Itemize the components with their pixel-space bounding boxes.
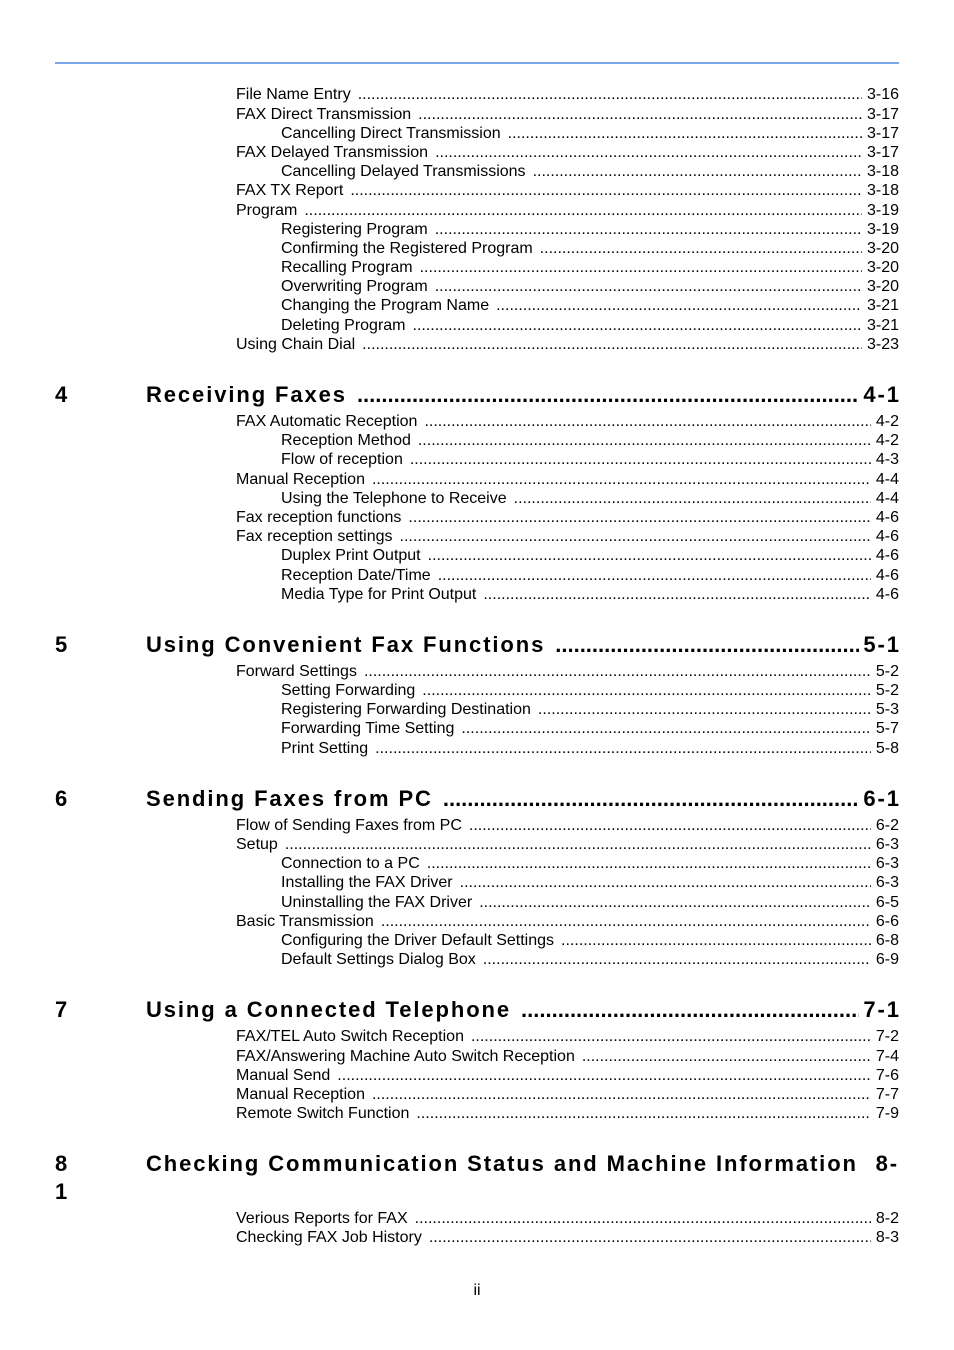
chapter-heading[interactable] (55, 631, 899, 659)
chapter-number: 7 (55, 997, 70, 1023)
toc-entry-title: Default Settings Dialog Box (281, 951, 476, 969)
toc-entry-page: 3-16 (866, 86, 899, 104)
toc-subentry[interactable] (236, 950, 899, 969)
chapter-page: 4-1 (863, 382, 901, 408)
toc-entry-page: 5-2 (875, 662, 899, 680)
toc-entry-title: Checking FAX Job History (236, 1229, 422, 1247)
toc-entry-title: Overwriting Program (281, 278, 428, 296)
chapter-title: Checking Communication Status and Machine Information (146, 1151, 858, 1177)
dot-leader (460, 873, 871, 892)
dot-leader (461, 719, 870, 738)
toc-entry-page: 4-4 (875, 470, 899, 488)
toc-entry-title: File Name Entry (236, 86, 351, 104)
chapter-title: Using a Connected Telephone (146, 997, 512, 1023)
toc-entry-title: Fax reception settings (236, 528, 393, 546)
toc-entry-title: Connection to a PC (281, 855, 420, 873)
toc-entry[interactable] (236, 835, 899, 854)
dot-leader (533, 162, 862, 181)
toc-entry-title: FAX Direct Transmission (236, 105, 412, 123)
toc-entry-page: 3-20 (866, 278, 899, 296)
chapter-title: Sending Faxes from PC (146, 785, 433, 811)
toc-entry[interactable] (236, 335, 899, 354)
toc-subentry[interactable] (236, 431, 899, 450)
toc-entry-page: 6-8 (875, 931, 899, 949)
toc-subentry[interactable] (236, 162, 899, 181)
toc-entry-title: Configuring the Driver Default Settings (281, 931, 555, 949)
dot-leader (381, 912, 871, 931)
toc-entry-page: 4-4 (875, 489, 899, 507)
dot-leader (364, 662, 871, 681)
toc-entry-page: 4-6 (875, 528, 899, 546)
chapter-page: 7-1 (863, 997, 901, 1023)
toc-entry[interactable] (236, 662, 899, 681)
toc-subentry[interactable] (236, 258, 899, 277)
toc-entry[interactable] (236, 143, 899, 162)
dot-leader (408, 508, 870, 527)
toc-subentry[interactable] (236, 296, 899, 315)
chapter-title: Using Convenient Fax Functions (146, 631, 546, 657)
toc-entry-title: Media Type for Print Output (281, 585, 477, 603)
toc-section (236, 662, 899, 758)
toc-entry-page: 6-6 (875, 912, 899, 930)
toc-entry-title: Recalling Program (281, 259, 413, 277)
dot-leader (514, 489, 871, 508)
table-of-contents (55, 85, 899, 1247)
toc-section (236, 85, 899, 354)
toc-entry[interactable] (236, 1228, 899, 1247)
toc-subentry[interactable] (236, 873, 899, 892)
dot-leader (418, 105, 862, 124)
toc-entry-title: FAX TX Report (236, 182, 344, 200)
toc-entry-page: 8-2 (875, 1210, 899, 1228)
toc-subentry[interactable] (236, 700, 899, 719)
toc-entry-page: 4-6 (875, 547, 899, 565)
toc-entry-page: 3-18 (866, 163, 899, 181)
toc-entry-page: 3-20 (866, 239, 899, 257)
toc-entry-page: 7-6 (875, 1066, 899, 1084)
toc-entry-title: Forwarding Time Setting (281, 720, 455, 738)
toc-entry-page: 4-3 (875, 451, 899, 469)
toc-entry[interactable] (236, 1047, 899, 1066)
toc-entry[interactable] (236, 816, 899, 835)
toc-entry[interactable] (236, 470, 899, 489)
dot-leader (483, 585, 871, 604)
toc-entry-title: Fax reception functions (236, 508, 402, 526)
toc-entry-title: Reception Date/Time (281, 566, 431, 584)
dot-leader (424, 412, 870, 431)
toc-entry-page: 4-2 (875, 413, 899, 431)
dot-leader (372, 470, 871, 489)
dot-leader (469, 816, 871, 835)
dot-leader (429, 1228, 871, 1247)
toc-subentry[interactable] (236, 854, 899, 873)
toc-entry-page: 5-8 (875, 739, 899, 757)
dot-leader (471, 1027, 871, 1046)
toc-entry-page: 3-19 (866, 220, 899, 238)
chapter-number: 4 (55, 382, 70, 408)
chapter-title: Receiving Faxes (146, 382, 347, 408)
chapter-page: 5-1 (863, 631, 901, 657)
chapter-number: 8 (55, 1151, 70, 1177)
toc-entry-page: 3-23 (866, 335, 899, 353)
dot-leader (413, 316, 862, 335)
toc-entry[interactable] (236, 527, 899, 546)
toc-entry-page: 3-17 (866, 143, 899, 161)
dot-leader (496, 296, 862, 315)
dot-leader (428, 546, 871, 565)
toc-entry-title: Verious Reports for FAX (236, 1210, 408, 1228)
toc-subentry[interactable] (236, 239, 899, 258)
header-rule (55, 62, 899, 64)
toc-subentry[interactable] (236, 277, 899, 296)
chapter-number: 5 (55, 631, 70, 657)
toc-entry-page: 3-20 (866, 259, 899, 277)
toc-entry-title: Forward Settings (236, 662, 357, 680)
toc-subentry[interactable] (236, 450, 899, 469)
toc-entry-title: Flow of Sending Faxes from PC (236, 816, 462, 834)
toc-entry-title: Cancelling Delayed Transmissions (281, 163, 526, 181)
toc-section (236, 1027, 899, 1123)
dot-leader (555, 631, 859, 659)
toc-entry-title: Setup (236, 836, 278, 854)
toc-entry-page: 4-6 (875, 508, 899, 526)
dot-leader (508, 124, 862, 143)
toc-entry-title: Uninstalling the FAX Driver (281, 893, 473, 911)
dot-leader (362, 335, 862, 354)
dot-leader (435, 277, 862, 296)
toc-entry[interactable] (236, 912, 899, 931)
toc-entry-title: Duplex Print Output (281, 547, 421, 565)
dot-leader (435, 220, 862, 239)
toc-entry-title: Manual Send (236, 1066, 331, 1084)
toc-section (236, 412, 899, 604)
chapter-page: 8-1 (55, 1151, 899, 1205)
toc-entry-title: FAX Delayed Transmission (236, 143, 429, 161)
toc-entry-page: 4-2 (875, 432, 899, 450)
toc-entry-page: 7-4 (875, 1047, 899, 1065)
toc-subentry[interactable] (236, 585, 899, 604)
toc-section (236, 816, 899, 970)
dot-leader (418, 431, 871, 450)
dot-leader (521, 996, 859, 1024)
dot-leader (375, 739, 871, 758)
toc-entry-page: 3-18 (866, 182, 899, 200)
toc-entry-page: 5-7 (875, 720, 899, 738)
toc-entry-title: Confirming the Registered Program (281, 239, 533, 257)
dot-leader (372, 1085, 871, 1104)
toc-entry-title: Setting Forwarding (281, 682, 416, 700)
dot-leader (420, 258, 862, 277)
dot-leader (438, 566, 871, 585)
toc-entry-title: Reception Method (281, 432, 411, 450)
toc-entry-page: 6-3 (875, 836, 899, 854)
toc-entry-page: 3-17 (866, 105, 899, 123)
chapter-heading[interactable] (55, 1150, 899, 1206)
toc-entry-title: FAX/TEL Auto Switch Reception (236, 1028, 464, 1046)
toc-entry-page: 8-3 (875, 1229, 899, 1247)
dot-leader (357, 381, 859, 409)
toc-entry[interactable] (236, 1066, 899, 1085)
toc-subentry[interactable] (236, 931, 899, 950)
toc-entry-page: 7-9 (875, 1105, 899, 1123)
dot-leader (479, 893, 871, 912)
dot-leader (400, 527, 871, 546)
toc-subentry[interactable] (236, 681, 899, 700)
toc-entry-page: 7-7 (875, 1085, 899, 1103)
toc-subentry[interactable] (236, 489, 899, 508)
toc-entry-title: Using Chain Dial (236, 335, 356, 353)
toc-entry[interactable] (236, 1027, 899, 1046)
dot-leader (337, 1066, 871, 1085)
dot-leader (427, 854, 871, 873)
toc-entry-page: 3-17 (866, 124, 899, 142)
dot-leader (422, 681, 871, 700)
dot-leader (435, 143, 862, 162)
toc-entry-page: 3-19 (866, 201, 899, 219)
toc-entry-title: Basic Transmission (236, 912, 374, 930)
toc-entry-title: Installing the FAX Driver (281, 874, 453, 892)
toc-subentry[interactable] (236, 719, 899, 738)
toc-entry-page: 6-3 (875, 855, 899, 873)
toc-entry[interactable] (236, 181, 899, 200)
toc-subentry[interactable] (236, 893, 899, 912)
chapter-page: 6-1 (863, 785, 901, 811)
chapter-number: 6 (55, 785, 70, 811)
toc-entry-title: Flow of reception (281, 451, 403, 469)
page-number: ii (473, 1282, 481, 1299)
toc-entry-title: Cancelling Direct Transmission (281, 124, 501, 142)
chapter-heading[interactable] (55, 381, 899, 409)
toc-subentry[interactable] (236, 316, 899, 335)
toc-entry[interactable] (236, 1104, 899, 1123)
toc-entry-page: 4-6 (875, 566, 899, 584)
dot-leader (285, 835, 871, 854)
toc-entry-page: 7-2 (875, 1028, 899, 1046)
dot-leader (582, 1047, 871, 1066)
toc-subentry[interactable] (236, 566, 899, 585)
toc-subentry[interactable] (236, 546, 899, 565)
toc-entry[interactable] (236, 1085, 899, 1104)
dot-leader (540, 239, 862, 258)
toc-entry-page: 6-3 (875, 874, 899, 892)
dot-leader (538, 700, 871, 719)
toc-entry-title: Program (236, 201, 298, 219)
chapter-heading[interactable] (55, 785, 899, 813)
toc-entry-title: Registering Program (281, 220, 428, 238)
toc-entry-title: FAX Automatic Reception (236, 413, 418, 431)
toc-entry-title: Manual Reception (236, 470, 365, 488)
toc-entry-page: 4-6 (875, 585, 899, 603)
toc-entry-page: 6-2 (875, 816, 899, 834)
toc-entry-title: Manual Reception (236, 1085, 365, 1103)
dot-leader (350, 181, 862, 200)
dot-leader (561, 931, 871, 950)
dot-leader (410, 450, 871, 469)
dot-leader (358, 85, 862, 104)
toc-entry-title: Remote Switch Function (236, 1105, 410, 1123)
toc-entry-title: Changing the Program Name (281, 297, 490, 315)
toc-subentry[interactable] (236, 739, 899, 758)
dot-leader (304, 201, 862, 220)
toc-entry[interactable] (236, 1209, 899, 1228)
toc-entry[interactable] (236, 105, 899, 124)
chapter-heading[interactable] (55, 996, 899, 1024)
toc-entry-page: 5-2 (875, 682, 899, 700)
toc-section (236, 1209, 899, 1247)
toc-entry-title: Deleting Program (281, 316, 406, 334)
toc-entry-title: Using the Telephone to Receive (281, 489, 507, 507)
dot-leader (416, 1104, 870, 1123)
toc-entry[interactable] (236, 201, 899, 220)
toc-entry-page: 3-21 (866, 297, 899, 315)
toc-entry-title: Registering Forwarding Destination (281, 701, 531, 719)
toc-entry-title: Print Setting (281, 739, 369, 757)
dot-leader (415, 1209, 871, 1228)
toc-entry-page: 6-5 (875, 893, 899, 911)
toc-entry[interactable] (236, 508, 899, 527)
toc-subentry[interactable] (236, 220, 899, 239)
dot-leader (483, 950, 871, 969)
toc-entry-page: 6-9 (875, 951, 899, 969)
toc-entry-page: 3-21 (866, 316, 899, 334)
toc-entry-title: FAX/Answering Machine Auto Switch Reception (236, 1047, 575, 1065)
toc-entry[interactable] (236, 85, 899, 104)
dot-leader (443, 785, 860, 813)
toc-subentry[interactable] (236, 124, 899, 143)
toc-entry-page: 5-3 (875, 701, 899, 719)
toc-entry[interactable] (236, 412, 899, 431)
